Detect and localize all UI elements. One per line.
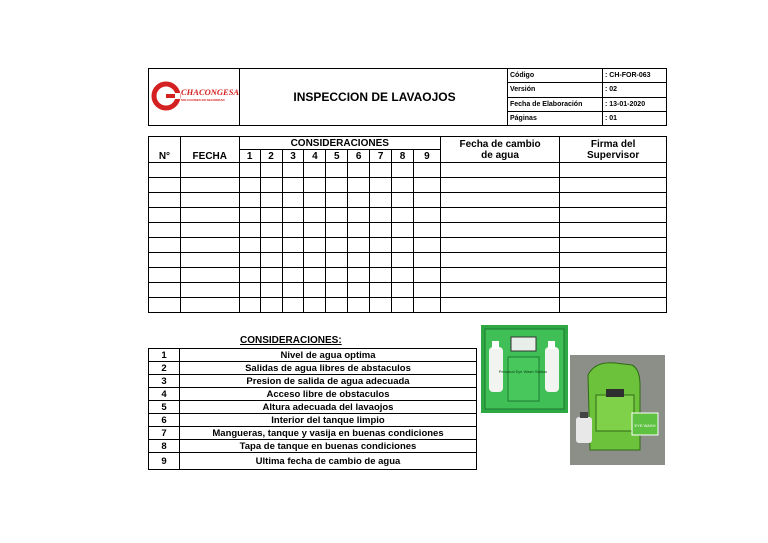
table-cell[interactable] (348, 298, 370, 313)
table-cell[interactable] (348, 283, 370, 298)
table-cell[interactable] (413, 283, 440, 298)
consideration-text: Interior del tanque limpio (180, 414, 477, 427)
considerations-table (148, 348, 477, 470)
table-row (149, 298, 667, 313)
consideration-text: Nivel de agua optima (180, 349, 477, 362)
table-cell[interactable] (560, 193, 667, 208)
table-cell[interactable] (304, 298, 326, 313)
table-cell[interactable] (440, 193, 559, 208)
table-cell[interactable] (326, 193, 348, 208)
table-cell[interactable] (392, 298, 414, 313)
table-cell[interactable] (149, 298, 181, 313)
table-cell[interactable] (304, 178, 326, 193)
table-cell[interactable] (282, 238, 304, 253)
table-cell[interactable] (440, 253, 559, 268)
svg-text:EYE WASH: EYE WASH (634, 423, 656, 428)
table-cell[interactable] (326, 253, 348, 268)
table-row (149, 163, 667, 178)
table-cell[interactable] (413, 193, 440, 208)
consideration-number: 6 (149, 414, 180, 427)
table-cell[interactable] (392, 268, 414, 283)
table-cell[interactable] (560, 223, 667, 238)
table-cell[interactable] (304, 268, 326, 283)
table-cell[interactable] (180, 283, 239, 298)
date-value: : 13-01-2020 (603, 97, 667, 111)
table-cell[interactable] (440, 283, 559, 298)
table-cell[interactable] (239, 253, 260, 268)
col-supervisor-header: Firma del Supervisor (560, 137, 667, 163)
table-cell[interactable] (239, 298, 260, 313)
consideration-number: 1 (149, 349, 180, 362)
cons-number-header: 6 (348, 150, 370, 163)
table-cell[interactable] (440, 208, 559, 223)
table-cell[interactable] (348, 268, 370, 283)
table-cell[interactable] (440, 178, 559, 193)
table-cell[interactable] (326, 238, 348, 253)
header-table (148, 68, 667, 126)
table-cell[interactable] (149, 193, 181, 208)
table-cell[interactable] (348, 238, 370, 253)
table-cell[interactable] (239, 193, 260, 208)
table-cell[interactable] (180, 208, 239, 223)
cons-number-header: 9 (413, 150, 440, 163)
table-row (149, 178, 667, 193)
consideration-row (149, 453, 477, 470)
table-cell[interactable] (326, 223, 348, 238)
consideration-number: 8 (149, 440, 180, 453)
portable-eyewash-image (570, 355, 665, 465)
table-cell[interactable] (260, 178, 282, 193)
table-cell[interactable] (180, 178, 239, 193)
table-cell[interactable] (370, 208, 392, 223)
consideration-number: 5 (149, 401, 180, 414)
table-cell[interactable] (348, 223, 370, 238)
table-cell[interactable] (560, 298, 667, 313)
table-cell[interactable] (326, 268, 348, 283)
table-row (149, 268, 667, 283)
pages-label: Páginas (508, 111, 603, 125)
table-cell[interactable] (282, 163, 304, 178)
col-considerations-header: CONSIDERACIONES (239, 137, 440, 150)
table-cell[interactable] (282, 283, 304, 298)
table-cell[interactable] (370, 163, 392, 178)
cons-number-header: 5 (326, 150, 348, 163)
cons-number-header: 4 (304, 150, 326, 163)
table-cell[interactable] (413, 298, 440, 313)
consideration-text: Ultima fecha de cambio de agua (180, 453, 477, 470)
col-water-change-header: Fecha de cambio de agua (440, 137, 559, 163)
table-row (149, 208, 667, 223)
consideration-number: 3 (149, 375, 180, 388)
table-cell[interactable] (413, 238, 440, 253)
table-cell[interactable] (149, 253, 181, 268)
svg-text:CHACONGESA: CHACONGESA (181, 87, 239, 97)
table-cell[interactable] (440, 268, 559, 283)
table-cell[interactable] (326, 208, 348, 223)
table-cell[interactable] (282, 178, 304, 193)
table-cell[interactable] (180, 163, 239, 178)
table-cell[interactable] (239, 178, 260, 193)
table-cell[interactable] (304, 163, 326, 178)
table-row (149, 283, 667, 298)
table-cell[interactable] (413, 208, 440, 223)
table-cell[interactable] (560, 178, 667, 193)
table-cell[interactable] (304, 283, 326, 298)
col-number-header: N° (149, 137, 181, 163)
table-cell[interactable] (348, 163, 370, 178)
cons-number-header: 1 (239, 150, 260, 163)
table-cell[interactable] (560, 283, 667, 298)
pages-value: : 01 (603, 111, 667, 125)
eyewash-station-image (481, 325, 568, 413)
version-label: Versión (508, 83, 603, 97)
table-cell[interactable] (149, 208, 181, 223)
consideration-row (149, 388, 477, 401)
logo-cell (149, 69, 240, 126)
table-cell[interactable] (348, 253, 370, 268)
table-cell[interactable] (149, 178, 181, 193)
table-cell[interactable] (560, 268, 667, 283)
cons-number-header: 2 (260, 150, 282, 163)
table-cell[interactable] (260, 193, 282, 208)
chacongesa-logo (149, 69, 239, 123)
table-cell[interactable] (260, 268, 282, 283)
table-cell[interactable] (392, 223, 414, 238)
table-cell[interactable] (560, 253, 667, 268)
table-cell[interactable] (239, 268, 260, 283)
document-title: INSPECCION DE LAVAOJOS (240, 69, 508, 126)
table-cell[interactable] (392, 193, 414, 208)
table-cell[interactable] (392, 163, 414, 178)
consideration-text: Acceso libre de obstaculos (180, 388, 477, 401)
consideration-text: Salidas de agua libres de abstaculos (180, 362, 477, 375)
table-cell[interactable] (260, 253, 282, 268)
table-cell[interactable] (370, 193, 392, 208)
table-cell[interactable] (370, 238, 392, 253)
consideration-text: Mangueras, tanque y vasija en buenas condiciones (180, 427, 477, 440)
considerations-title: CONSIDERACIONES: (240, 335, 342, 346)
cons-number-header: 8 (392, 150, 414, 163)
table-cell[interactable] (413, 163, 440, 178)
table-row (149, 223, 667, 238)
consideration-row (149, 401, 477, 414)
consideration-number: 4 (149, 388, 180, 401)
table-cell[interactable] (392, 208, 414, 223)
table-cell[interactable] (392, 238, 414, 253)
table-cell[interactable] (392, 283, 414, 298)
portable-eyewash-drawing (570, 355, 665, 465)
inspection-grid (148, 136, 667, 313)
consideration-row (149, 414, 477, 427)
table-cell[interactable] (413, 223, 440, 238)
table-cell[interactable] (560, 238, 667, 253)
table-cell[interactable] (282, 193, 304, 208)
table-cell[interactable] (392, 178, 414, 193)
table-cell[interactable] (149, 268, 181, 283)
svg-text:Personal Eye Wash Station: Personal Eye Wash Station (498, 369, 548, 374)
consideration-row (149, 440, 477, 453)
table-row (149, 238, 667, 253)
table-cell[interactable] (260, 208, 282, 223)
table-cell[interactable] (180, 193, 239, 208)
table-cell[interactable] (239, 238, 260, 253)
table-cell[interactable] (370, 253, 392, 268)
table-cell[interactable] (180, 298, 239, 313)
table-cell[interactable] (149, 238, 181, 253)
table-cell[interactable] (326, 163, 348, 178)
table-cell[interactable] (370, 178, 392, 193)
consideration-text: Presion de salida de agua adecuada (180, 375, 477, 388)
table-cell[interactable] (370, 223, 392, 238)
eyewash-station-drawing (481, 325, 568, 413)
cons-number-header: 7 (370, 150, 392, 163)
table-cell[interactable] (282, 223, 304, 238)
table-cell[interactable] (560, 208, 667, 223)
table-cell[interactable] (370, 298, 392, 313)
table-cell[interactable] (260, 163, 282, 178)
table-cell[interactable] (260, 223, 282, 238)
consideration-row (149, 427, 477, 440)
consideration-row (149, 375, 477, 388)
table-cell[interactable] (440, 238, 559, 253)
table-cell[interactable] (180, 238, 239, 253)
table-cell[interactable] (392, 253, 414, 268)
table-cell[interactable] (440, 163, 559, 178)
table-cell[interactable] (440, 298, 559, 313)
table-row (149, 253, 667, 268)
table-cell[interactable] (440, 223, 559, 238)
table-cell[interactable] (348, 208, 370, 223)
code-label: Código (508, 69, 603, 83)
table-cell[interactable] (413, 253, 440, 268)
table-cell[interactable] (304, 223, 326, 238)
table-cell[interactable] (304, 208, 326, 223)
table-cell[interactable] (282, 253, 304, 268)
consideration-row (149, 349, 477, 362)
code-value: : CH-FOR-063 (603, 69, 667, 83)
table-cell[interactable] (282, 298, 304, 313)
table-cell[interactable] (370, 268, 392, 283)
table-cell[interactable] (413, 268, 440, 283)
consideration-number: 2 (149, 362, 180, 375)
table-cell[interactable] (149, 283, 181, 298)
version-value: : 02 (603, 83, 667, 97)
consideration-text: Altura adecuada del lavaojos (180, 401, 477, 414)
svg-text:SOLUCIONES EN SEGURIDAD: SOLUCIONES EN SEGURIDAD (181, 98, 225, 102)
table-cell[interactable] (560, 163, 667, 178)
table-cell[interactable] (180, 268, 239, 283)
consideration-text: Tapa de tanque en buenas condiciones (180, 440, 477, 453)
table-cell[interactable] (326, 178, 348, 193)
table-cell[interactable] (239, 208, 260, 223)
date-label: Fecha de Elaboración (508, 97, 603, 111)
table-row (149, 193, 667, 208)
consideration-number: 7 (149, 427, 180, 440)
table-cell[interactable] (370, 283, 392, 298)
table-cell[interactable] (260, 298, 282, 313)
table-cell[interactable] (180, 253, 239, 268)
table-cell[interactable] (180, 223, 239, 238)
table-cell[interactable] (239, 283, 260, 298)
table-cell[interactable] (304, 193, 326, 208)
table-cell[interactable] (348, 178, 370, 193)
table-cell[interactable] (282, 208, 304, 223)
table-cell[interactable] (260, 283, 282, 298)
table-cell[interactable] (413, 178, 440, 193)
consideration-row (149, 362, 477, 375)
table-cell[interactable] (326, 298, 348, 313)
table-cell[interactable] (149, 223, 181, 238)
table-cell[interactable] (326, 283, 348, 298)
table-cell[interactable] (260, 238, 282, 253)
table-cell[interactable] (348, 193, 370, 208)
table-cell[interactable] (304, 238, 326, 253)
cons-number-header: 3 (282, 150, 304, 163)
table-cell[interactable] (239, 163, 260, 178)
col-date-header: FECHA (180, 137, 239, 163)
table-cell[interactable] (149, 163, 181, 178)
table-cell[interactable] (239, 223, 260, 238)
table-cell[interactable] (304, 253, 326, 268)
table-cell[interactable] (282, 268, 304, 283)
consideration-number: 9 (149, 453, 180, 470)
